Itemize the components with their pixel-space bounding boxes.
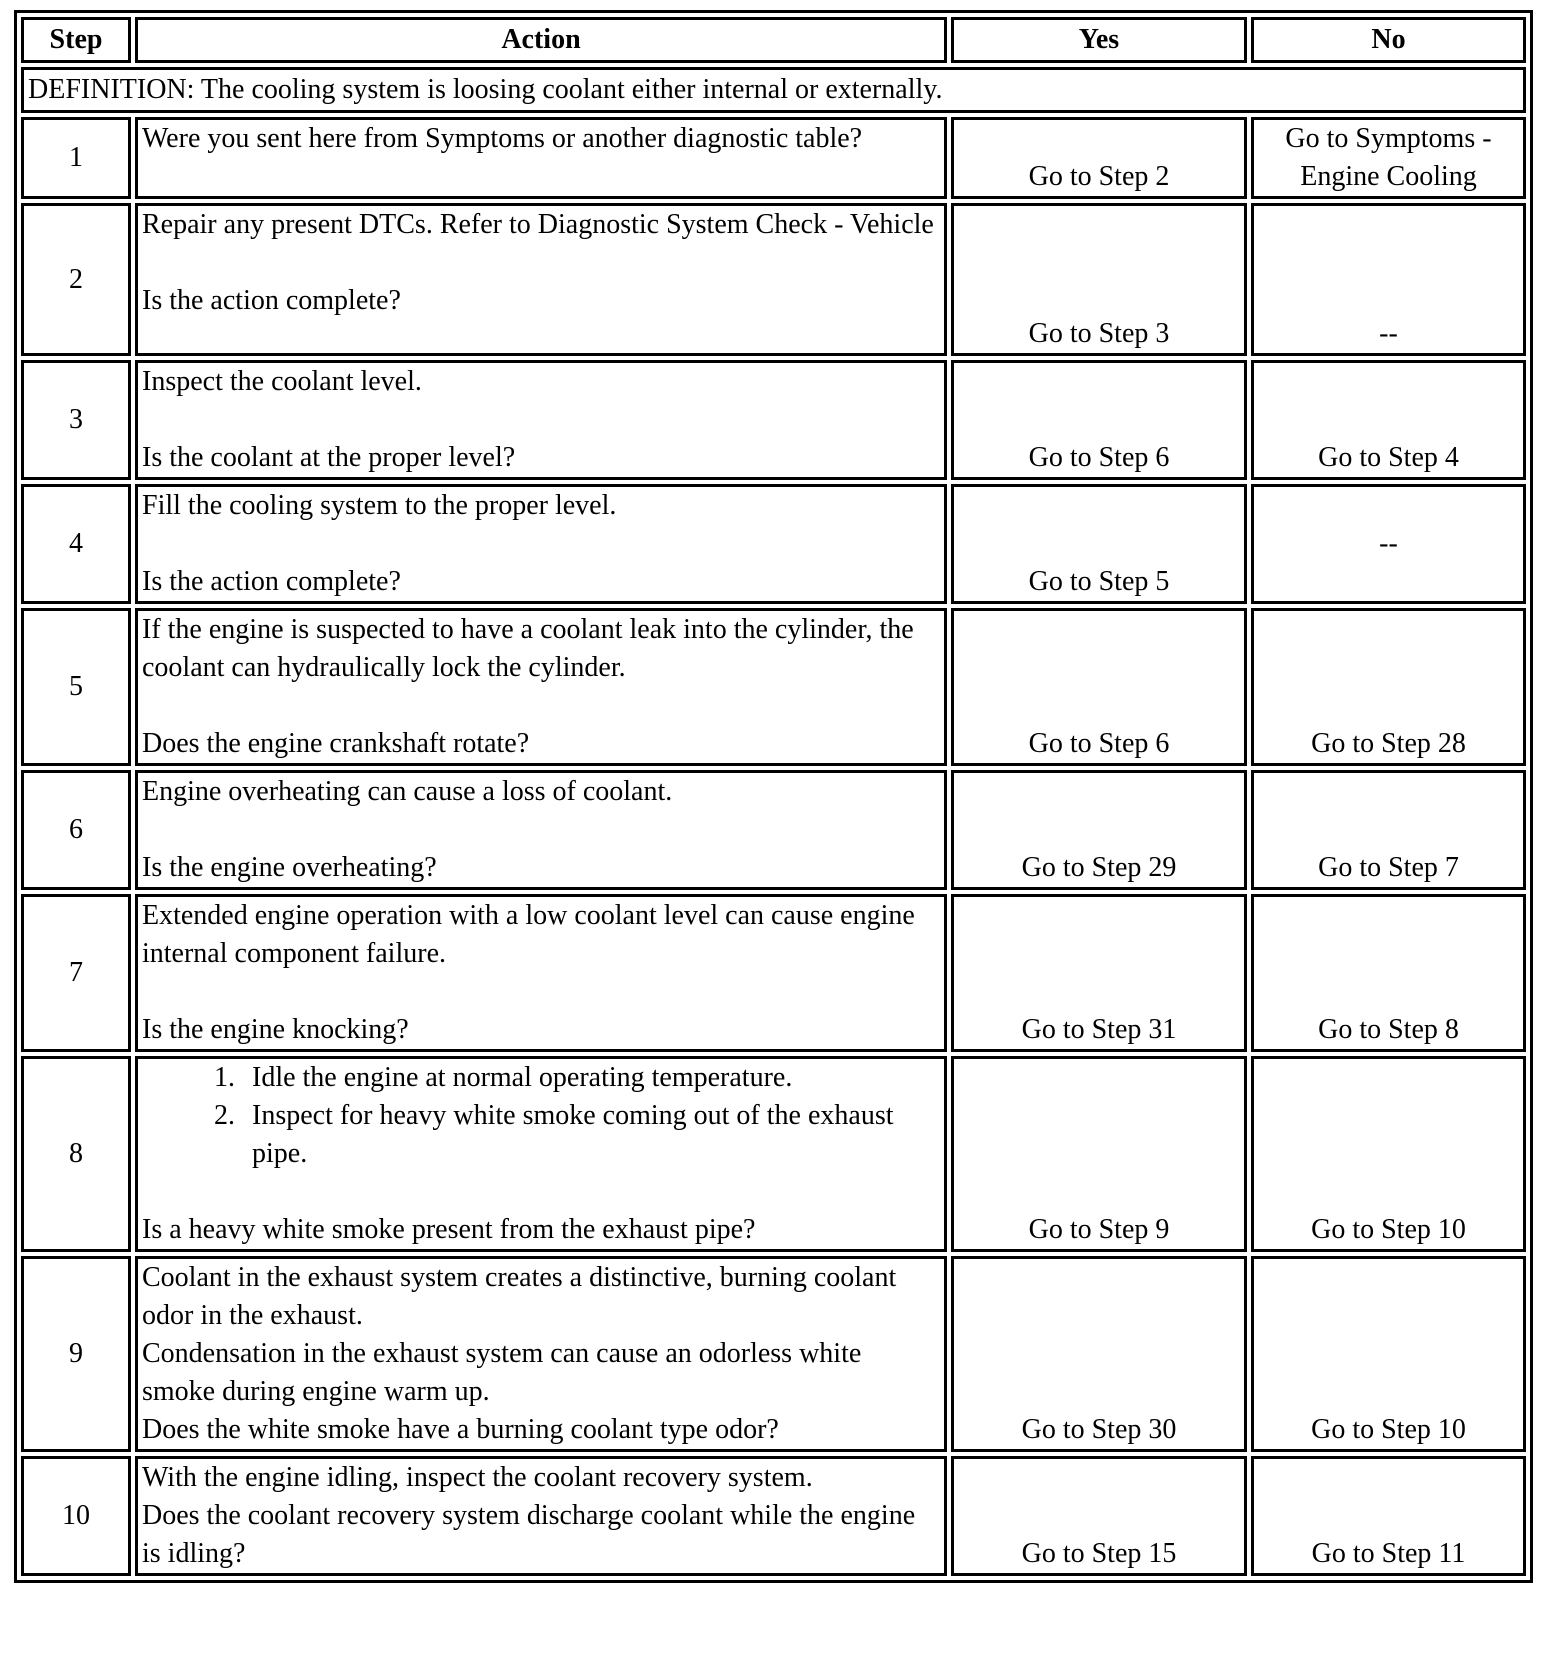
step-number: 2 xyxy=(21,203,131,356)
yes-outcome: Go to Step 15 xyxy=(951,1456,1247,1576)
step-number: 4 xyxy=(21,484,131,604)
step-number: 9 xyxy=(21,1256,131,1452)
step-number: 3 xyxy=(21,360,131,480)
action-text: Were you sent here from Symptoms or another diagnostic table? xyxy=(135,117,947,199)
header-row xyxy=(21,17,1526,63)
yes-outcome: Go to Step 29 xyxy=(951,770,1247,890)
table-row xyxy=(21,484,1526,604)
action-text: Repair any present DTCs. Refer to Diagnostic System Check - Vehicle Is the action complete? xyxy=(135,203,947,356)
action-text: Coolant in the exhaust system creates a distinctive, burning coolant odor in the exhaust. Condensation in the exhaust system can cause an odorless white smoke during engine warm up. Does the white smoke have a burning coolant type odor? xyxy=(135,1256,947,1452)
no-outcome: Go to Step 10 xyxy=(1251,1056,1526,1252)
header-action: Action xyxy=(135,17,947,63)
definition-row xyxy=(21,67,1526,113)
table-row xyxy=(21,894,1526,1052)
action-text: Inspect the coolant level. Is the coolant at the proper level? xyxy=(135,360,947,480)
no-outcome: Go to Step 28 xyxy=(1251,608,1526,766)
no-outcome: Go to Symptoms - Engine Cooling xyxy=(1251,117,1526,199)
action-step-item: 1. Idle the engine at normal operating temperature. xyxy=(242,1059,940,1097)
table-row xyxy=(21,608,1526,766)
step-number: 1 xyxy=(21,117,131,199)
yes-outcome: Go to Step 3 xyxy=(951,203,1247,356)
table-row xyxy=(21,203,1526,356)
step-number: 6 xyxy=(21,770,131,890)
action-text: Fill the cooling system to the proper level. Is the action complete? xyxy=(135,484,947,604)
header-no: No xyxy=(1251,17,1526,63)
yes-outcome: Go to Step 9 xyxy=(951,1056,1247,1252)
no-outcome: Go to Step 11 xyxy=(1251,1456,1526,1576)
yes-outcome: Go to Step 6 xyxy=(951,360,1247,480)
diagnostic-table xyxy=(14,10,1533,1583)
step-number: 7 xyxy=(21,894,131,1052)
action-text xyxy=(135,1056,947,1252)
yes-outcome: Go to Step 30 xyxy=(951,1256,1247,1452)
action-text: With the engine idling, inspect the coolant recovery system. Does the coolant recovery system discharge coolant while the engine is idling? xyxy=(135,1456,947,1576)
step-number: 8 xyxy=(21,1056,131,1252)
table-row xyxy=(21,1056,1526,1252)
action-text: If the engine is suspected to have a coolant leak into the cylinder, the coolant can hydraulically lock the cylinder. Does the engine crankshaft rotate? xyxy=(135,608,947,766)
table-row xyxy=(21,360,1526,480)
step-number: 5 xyxy=(21,608,131,766)
step-number: 10 xyxy=(21,1456,131,1576)
no-outcome: -- xyxy=(1251,484,1526,604)
action-step-item: 2. Inspect for heavy white smoke coming out of the exhaust pipe. xyxy=(242,1097,940,1173)
yes-outcome: Go to Step 6 xyxy=(951,608,1247,766)
yes-outcome: Go to Step 5 xyxy=(951,484,1247,604)
action-question: Is a heavy white smoke present from the exhaust pipe? xyxy=(142,1214,756,1245)
header-yes: Yes xyxy=(951,17,1247,63)
no-outcome: -- xyxy=(1251,203,1526,356)
action-steps-list xyxy=(142,1059,940,1173)
no-outcome: Go to Step 7 xyxy=(1251,770,1526,890)
table-row xyxy=(21,117,1526,199)
table-row xyxy=(21,1256,1526,1452)
table-row xyxy=(21,1456,1526,1576)
no-outcome: Go to Step 10 xyxy=(1251,1256,1526,1452)
yes-outcome: Go to Step 31 xyxy=(951,894,1247,1052)
definition-text: DEFINITION: The cooling system is loosing coolant either internal or externally. xyxy=(21,67,1526,113)
action-text: Extended engine operation with a low coolant level can cause engine internal component failure. Is the engine knocking? xyxy=(135,894,947,1052)
no-outcome: Go to Step 8 xyxy=(1251,894,1526,1052)
action-text: Engine overheating can cause a loss of coolant. Is the engine overheating? xyxy=(135,770,947,890)
table-row xyxy=(21,770,1526,890)
header-step: Step xyxy=(21,17,131,63)
no-outcome: Go to Step 4 xyxy=(1251,360,1526,480)
yes-outcome: Go to Step 2 xyxy=(951,117,1247,199)
